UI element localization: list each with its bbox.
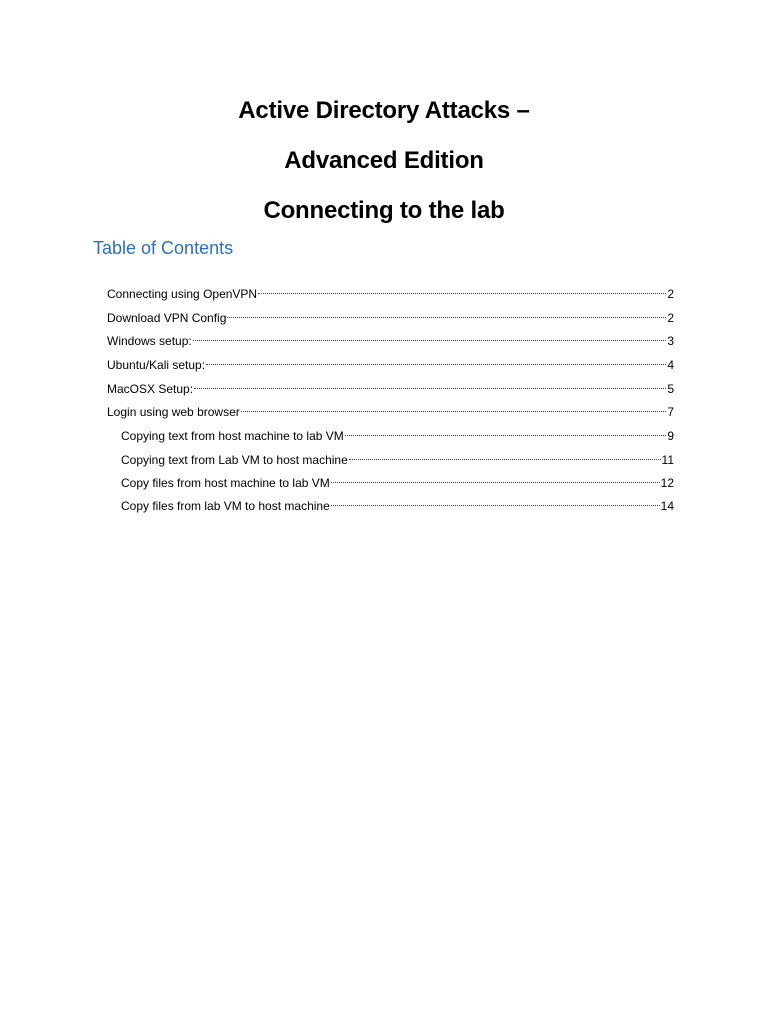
toc-page-number: 11 [661,453,674,467]
toc-page-number: 9 [667,429,674,443]
toc-dot-leader [331,482,660,483]
toc-dot-leader [349,459,661,460]
toc-page-number: 3 [667,334,674,348]
toc-entry-label: Copying text from host machine to lab VM [121,429,344,443]
toc-entry-copy-files-host-to-vm[interactable] [121,473,674,493]
toc-dot-leader [258,293,666,294]
toc-dot-leader [241,411,667,412]
toc-entry-connecting-using-openvpn[interactable] [107,284,674,304]
toc-entry-label: MacOSX Setup: [107,382,194,396]
title-line-2: Advanced Edition [284,147,484,174]
toc-dot-leader [193,340,667,341]
toc-dot-leader [331,505,660,506]
toc-page-number: 14 [660,499,674,513]
toc-entry-login-using-web-browser[interactable] [107,402,674,422]
toc-page-number: 4 [667,358,674,372]
toc-heading: Table of Contents [93,238,234,258]
toc-dot-leader [345,435,667,436]
toc-entry-label: Connecting using OpenVPN [107,287,258,301]
title-line-1: Active Directory Attacks – [238,97,530,124]
toc-entry-copying-text-vm-to-host[interactable] [121,450,674,470]
toc-entry-label: Ubuntu/Kali setup: [107,358,206,372]
toc-entry-copy-files-vm-to-host[interactable] [121,496,674,516]
toc-entry-copying-text-host-to-vm[interactable] [121,426,674,446]
toc-entry-label: Login using web browser [107,405,240,419]
toc-entry-label: Copying text from Lab VM to host machine [121,453,348,467]
toc-page-number: 2 [667,311,674,325]
toc-entry-windows-setup[interactable] [107,331,674,351]
toc-page-number: 12 [660,476,674,490]
toc-dot-leader [227,317,666,318]
title-line-3: Connecting to the lab [263,197,505,224]
toc-dot-leader [194,388,666,389]
toc-entry-label: Copy files from lab VM to host machine [121,499,330,513]
toc-entry-label: Windows setup: [107,334,192,348]
toc-entry-label: Copy files from host machine to lab VM [121,476,330,490]
toc-page-number: 7 [667,405,674,419]
toc-entry-ubuntu-kali-setup[interactable] [107,355,674,375]
toc-entry-download-vpn-config[interactable] [107,308,674,328]
toc-entry-label: Download VPN Config [107,311,227,325]
toc-entry-macosx-setup[interactable] [107,379,674,399]
toc-page-number: 5 [667,382,674,396]
toc-dot-leader [206,364,666,365]
document-title [0,86,768,236]
toc-page-number: 2 [667,287,674,301]
